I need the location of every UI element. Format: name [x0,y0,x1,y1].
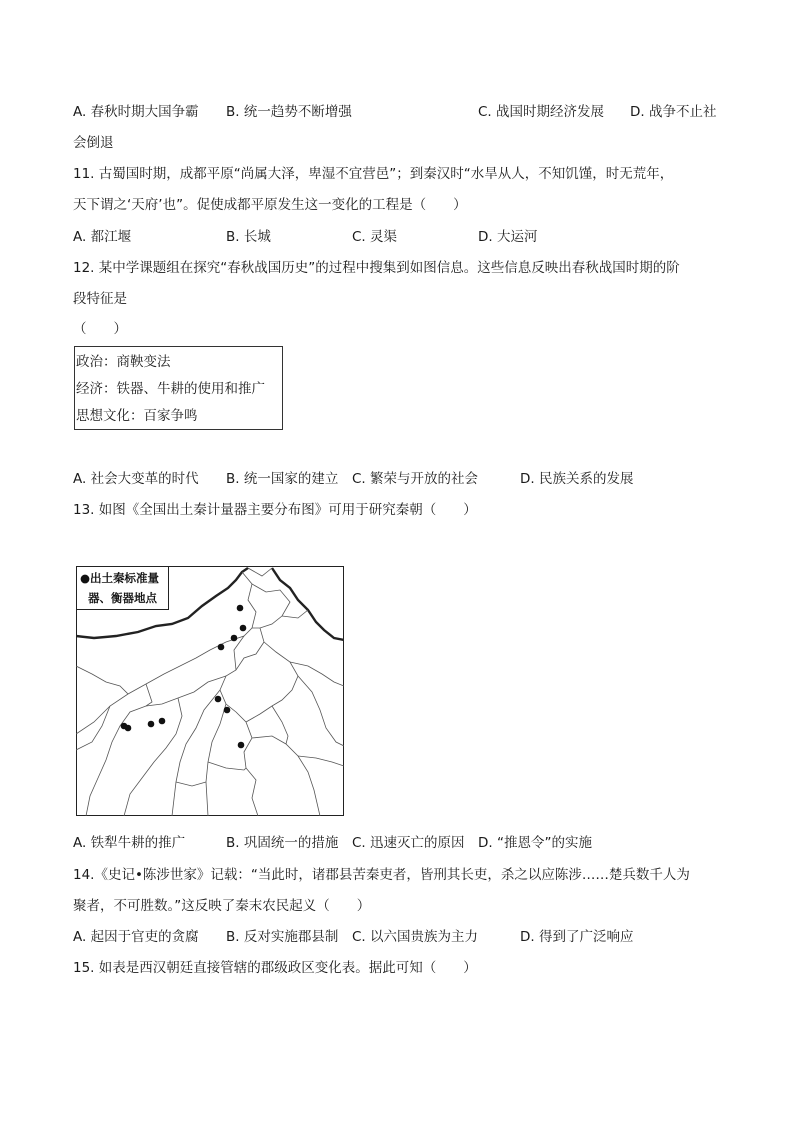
q10-option-b[interactable]: B. 统一趋势不断增强 [226,104,352,120]
q13-option-c[interactable]: C. 迅速灭亡的原因 [352,835,465,851]
q11-stem-line1: 11. 古蜀国时期，成都平原“尚属大泽，卑湿不宜营邑”；到秦汉时“水旱从人，不知饥馑，时无荒年， [73,166,674,182]
q13-option-a[interactable]: A. 铁犁牛耕的推广 [73,835,186,851]
q10-option-a[interactable]: A. 春秋时期大国争霸 [73,104,199,120]
q12-stem-line2: 段特征是 [73,291,127,307]
q11-option-c[interactable]: C. 灵渠 [352,229,398,245]
q12-option-b[interactable]: B. 统一国家的建立 [226,471,339,487]
info-culture: 思想文化：百家争鸣 [76,408,198,424]
q11-option-a[interactable]: A. 都江堰 [73,229,132,245]
q12-info-box [74,346,283,430]
q14-option-d[interactable]: D. 得到了广泛响应 [520,929,634,945]
q10-option-d-continuation: 会倒退 [73,135,114,151]
q14-stem-line1: 14.《史记•陈涉世家》记载：“当此时，诸郡县苦秦吏者，皆刑其长吏，杀之以应陈涉……楚兵数千人为 [73,867,690,883]
site-marker [237,605,244,612]
q12-option-d[interactable]: D. 民族关系的发展 [520,471,634,487]
q14-stem-line2: 聚者，不可胜数。”这反映了秦末农民起义（ ） [73,898,371,914]
q13-stem: 13. 如图《全国出土秦计量器主要分布图》可用于研究秦朝（ ） [73,502,477,518]
site-marker [121,723,128,730]
map-legend-line1: ●出土秦标准量 [80,571,160,585]
q14-option-a[interactable]: A. 起因于官吏的贪腐 [73,929,199,945]
q15-stem: 15. 如表是西汉朝廷直接管辖的郡级政区变化表。据此可知（ ） [73,960,477,976]
site-marker [215,696,222,703]
q12-option-a[interactable]: A. 社会大变革的时代 [73,471,199,487]
site-marker [240,625,247,632]
map-legend-line2: 器、衡器地点 [88,591,157,605]
q12-stem-line1: 12. 某中学课题组在探究“春秋战国历史”的过程中搜集到如图信息。这些信息反映出春秋战国时期的阶 [73,260,680,276]
q12-option-c[interactable]: C. 繁荣与开放的社会 [352,471,479,487]
info-politics: 政治：商鞅变法 [76,354,171,370]
qin-measuring-vessels-map [76,566,344,816]
site-marker [238,742,245,749]
site-marker [148,721,155,728]
q14-option-b[interactable]: B. 反对实施郡县制 [226,929,339,945]
q10-option-c[interactable]: C. 战国时期经济发展 [478,104,605,120]
q14-option-c[interactable]: C. 以六国贵族为主力 [352,929,479,945]
q13-option-b[interactable]: B. 巩固统一的措施 [226,835,339,851]
q11-option-d[interactable]: D. 大运河 [478,229,538,245]
q11-option-b[interactable]: B. 长城 [226,229,271,245]
site-marker [218,644,225,651]
site-marker [224,707,231,714]
site-marker [159,718,166,725]
site-marker [231,635,238,642]
q13-option-d[interactable]: D. “推恩令”的实施 [478,835,592,851]
q11-stem-line2: 天下谓之‘天府’也”。促使成都平原发生这一变化的工程是（ ） [73,197,467,213]
q12-answer-bracket: （ ） [73,321,127,337]
info-economy: 经济：铁器、牛耕的使用和推广 [76,381,265,397]
q10-option-d[interactable]: D. 战争不止社 [630,104,717,120]
